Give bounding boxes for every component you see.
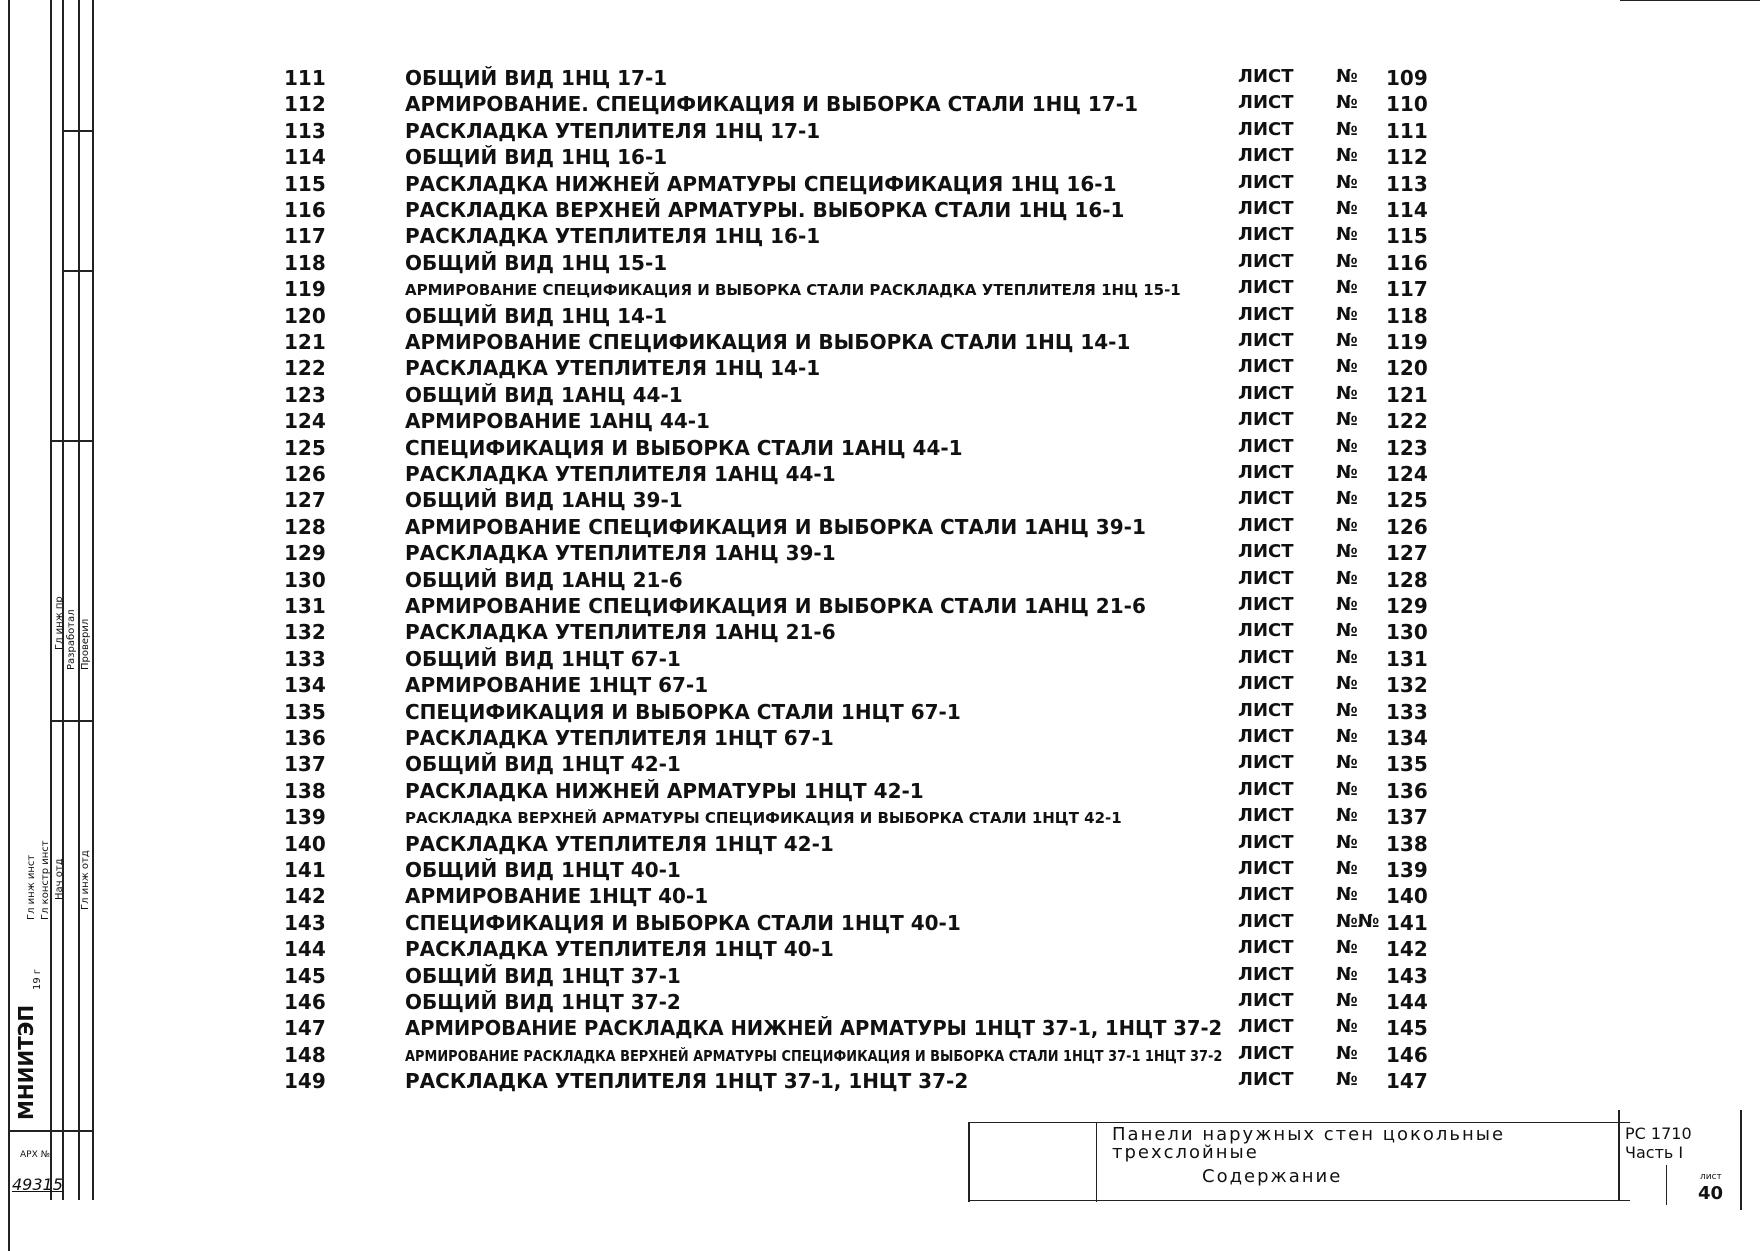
sheet-word: ЛИСТ [1238, 277, 1294, 299]
sheet-word: ЛИСТ [1238, 990, 1294, 1011]
number-sign: № [1336, 171, 1358, 193]
sheet-number: 125 [1386, 488, 1428, 513]
number-sign: №№ [1336, 910, 1380, 932]
number-sign: № [1336, 1042, 1358, 1064]
number-sign: № [1336, 567, 1358, 589]
list-item [0, 752, 1500, 779]
item-number: 139 [284, 805, 326, 830]
list-item [0, 172, 1500, 199]
sheet-number: 118 [1386, 303, 1428, 328]
sheet-number: 110 [1386, 92, 1428, 117]
sheet-number: 141 [1386, 910, 1428, 935]
number-sign: № [1336, 224, 1358, 246]
sheet-word: ЛИСТ [1238, 198, 1294, 219]
sheet-number: 143 [1386, 963, 1428, 988]
item-title: АРМИРОВАНИЕ РАСКЛАДКА ВЕРХНЕЙ АРМАТУРЫ СПЕЦИФИКАЦИЯ И ВЫБОРКА СТАЛИ 1НЦТ 37-1 1НЦТ 37-2 [405, 1046, 1223, 1065]
stamp-label: Гл констр инст [40, 840, 51, 920]
list-item [0, 488, 1500, 515]
item-number: 118 [284, 250, 326, 275]
stamp-label: Проверил [80, 618, 91, 670]
item-title: РАСКЛАДКА НИЖНЕЙ АРМАТУРЫ 1НЦТ 42-1 [405, 778, 924, 803]
sheet-word: ЛИСТ [1238, 462, 1294, 483]
item-title: ОБЩИЙ ВИД 1НЦТ 37-1 [405, 963, 681, 988]
sheet-number: 132 [1386, 673, 1428, 698]
list-item [0, 277, 1500, 304]
stamp-label: Гл инж отд [80, 850, 91, 910]
item-number: 145 [284, 963, 326, 988]
item-number: 130 [284, 567, 326, 592]
sheet-number: 135 [1386, 752, 1428, 777]
item-number: 147 [284, 1016, 326, 1041]
item-title: РАСКЛАДКА УТЕПЛИТЕЛЯ 1НЦТ 42-1 [405, 831, 834, 856]
sheet-word: ЛИСТ [1238, 409, 1294, 431]
sheet-word: ЛИСТ [1238, 303, 1294, 325]
stamp-label: Нач отд [54, 858, 65, 900]
number-sign: № [1336, 726, 1358, 747]
item-number: 119 [284, 277, 326, 302]
sheet-word: ЛИСТ [1238, 1042, 1294, 1064]
sheet-word: ЛИСТ [1238, 620, 1294, 642]
sheet-number: 120 [1386, 356, 1428, 381]
sheet-number: 112 [1386, 145, 1428, 170]
number-sign: № [1336, 435, 1358, 457]
item-title: ОБЩИЙ ВИД 1НЦ 15-1 [405, 250, 668, 275]
sheet-number: 111 [1386, 118, 1428, 143]
sheet-word: ЛИСТ [1238, 1069, 1294, 1091]
item-number: 125 [284, 435, 326, 460]
item-number: 113 [284, 118, 326, 143]
list-item [0, 409, 1500, 436]
sheet-word: ЛИСТ [1238, 567, 1294, 589]
item-title: РАСКЛАДКА УТЕПЛИТЕЛЯ 1АНЦ 44-1 [405, 462, 836, 486]
item-number: 133 [284, 646, 326, 671]
list-item [0, 779, 1500, 806]
stamp-arch: АРХ № [20, 1150, 50, 1160]
item-number: 148 [284, 1042, 326, 1067]
sheet-word: ЛИСТ [1238, 805, 1294, 827]
sheet-number: 115 [1386, 224, 1428, 249]
item-title: РАСКЛАДКА УТЕПЛИТЕЛЯ 1НЦ 16-1 [405, 224, 821, 249]
item-title: РАСКЛАДКА НИЖНЕЙ АРМАТУРЫ СПЕЦИФИКАЦИЯ 1НЦ 16-1 [405, 171, 1117, 196]
number-sign: № [1336, 673, 1358, 695]
item-title: АРМИРОВАНИЕ СПЕЦИФИКАЦИЯ И ВЫБОРКА СТАЛИ РАСКЛАДКА УТЕПЛИТЕЛЯ 1НЦ 15-1 [405, 281, 1181, 300]
item-title: РАСКЛАДКА УТЕПЛИТЕЛЯ 1НЦ 14-1 [405, 356, 821, 381]
sheet-number: 136 [1386, 778, 1428, 803]
number-sign: № [1336, 620, 1358, 642]
list-item [0, 145, 1500, 172]
number-sign: № [1336, 541, 1358, 563]
list-item [0, 198, 1500, 225]
item-number: 111 [284, 66, 326, 90]
list-item [0, 383, 1500, 410]
item-number: 116 [284, 198, 326, 222]
sheet-word: ЛИСТ [1238, 752, 1294, 774]
sheet-word: ЛИСТ [1238, 541, 1294, 563]
stamp-arch-number: 49315 [12, 1175, 63, 1194]
number-sign: № [1336, 778, 1358, 800]
sheet-word: ЛИСТ [1238, 673, 1294, 695]
sheet-number: 128 [1386, 567, 1428, 592]
stamp-org: МНИИТЭП [14, 1004, 38, 1120]
stamp-year: 19 г [32, 968, 43, 990]
sheet-number: 127 [1386, 541, 1428, 566]
item-number: 126 [284, 462, 326, 486]
list-item [0, 462, 1500, 489]
number-sign: № [1336, 805, 1358, 827]
number-sign: № [1336, 963, 1358, 985]
list-item [0, 568, 1500, 595]
sheet-number: 131 [1386, 646, 1428, 671]
sheet-number: 114 [1386, 198, 1428, 222]
sheet-word: ЛИСТ [1238, 118, 1294, 140]
sheet-word: ЛИСТ [1238, 910, 1294, 932]
list-item [0, 964, 1500, 991]
sheet-word: ЛИСТ [1238, 356, 1294, 378]
item-title: ОБЩИЙ ВИД 1НЦ 17-1 [405, 66, 668, 90]
item-number: 123 [284, 382, 326, 407]
item-number: 146 [284, 990, 326, 1014]
sheet-word: ЛИСТ [1238, 145, 1294, 167]
sheet-number: 145 [1386, 1016, 1428, 1041]
item-number: 138 [284, 778, 326, 803]
sheet-word: ЛИСТ [1238, 435, 1294, 457]
title-line-1: Панели наружных стен цокольные [1112, 1124, 1506, 1145]
title-line-2: трехслойные [1112, 1142, 1259, 1163]
item-number: 136 [284, 726, 326, 750]
item-title: АРМИРОВАНИЕ 1НЦТ 67-1 [405, 673, 709, 698]
list-item [0, 1069, 1500, 1096]
number-sign: № [1336, 118, 1358, 140]
sheet-number: 119 [1386, 330, 1428, 354]
item-title: ОБЩИЙ ВИД 1АНЦ 21-6 [405, 567, 683, 592]
item-number: 131 [284, 594, 326, 618]
number-sign: № [1336, 514, 1358, 536]
item-title: ОБЩИЙ ВИД 1АНЦ 39-1 [405, 488, 683, 513]
number-sign: № [1336, 1069, 1358, 1091]
item-title: РАСКЛАДКА ВЕРХНЕЙ АРМАТУРЫ СПЕЦИФИКАЦИЯ И ВЫБОРКА СТАЛИ 1НЦТ 42-1 [405, 809, 1122, 828]
item-number: 135 [284, 699, 326, 724]
item-number: 134 [284, 673, 326, 698]
item-number: 142 [284, 884, 326, 909]
sheet-number: 139 [1386, 858, 1428, 882]
sheet-word: ЛИСТ [1238, 250, 1294, 272]
item-title: ОБЩИЙ ВИД 1НЦТ 37-2 [405, 990, 681, 1014]
list-item [0, 356, 1500, 383]
sheet-word: ЛИСТ [1238, 963, 1294, 985]
sheet-number: 140 [1386, 884, 1428, 909]
item-title: АРМИРОВАНИЕ СПЕЦИФИКАЦИЯ И ВЫБОРКА СТАЛИ 1АНЦ 39-1 [405, 514, 1146, 539]
list-item [0, 251, 1500, 278]
number-sign: № [1336, 937, 1358, 959]
item-number: 114 [284, 145, 326, 170]
item-title: АРМИРОВАНИЕ СПЕЦИФИКАЦИЯ И ВЫБОРКА СТАЛИ 1НЦ 14-1 [405, 330, 1131, 354]
list-item [0, 673, 1500, 700]
list-item [0, 858, 1500, 885]
number-sign: № [1336, 990, 1358, 1011]
item-number: 124 [284, 409, 326, 434]
sheet-number: 138 [1386, 831, 1428, 856]
sheet-word: ЛИСТ [1238, 646, 1294, 668]
number-sign: № [1336, 250, 1358, 272]
item-title: СПЕЦИФИКАЦИЯ И ВЫБОРКА СТАЛИ 1АНЦ 44-1 [405, 435, 963, 460]
list-item [0, 937, 1500, 964]
number-sign: № [1336, 594, 1358, 615]
item-number: 132 [284, 620, 326, 645]
item-title: РАСКЛАДКА УТЕПЛИТЕЛЯ 1НЦ 17-1 [405, 118, 821, 143]
list-item [0, 119, 1500, 146]
sheet-number: 116 [1386, 250, 1428, 275]
item-number: 117 [284, 224, 326, 249]
top-frame-line [1620, 0, 1760, 1]
series-part: Часть I [1625, 1143, 1684, 1162]
sheet-word: ЛИСТ [1238, 699, 1294, 721]
sheet-word: ЛИСТ [1238, 594, 1294, 615]
number-sign: № [1336, 145, 1358, 167]
sheet-number: 142 [1386, 937, 1428, 962]
number-sign: № [1336, 198, 1358, 219]
number-sign: № [1336, 752, 1358, 774]
item-title: РАСКЛАДКА УТЕПЛИТЕЛЯ 1АНЦ 39-1 [405, 541, 836, 566]
sheet-number: 109 [1386, 66, 1428, 90]
sheet-number: 146 [1386, 1042, 1428, 1067]
sheet-word: ЛИСТ [1238, 884, 1294, 906]
item-number: 141 [284, 858, 326, 882]
number-sign: № [1336, 66, 1358, 87]
list-item [0, 304, 1500, 331]
number-sign: № [1336, 488, 1358, 510]
list-item [0, 1016, 1500, 1043]
item-number: 120 [284, 303, 326, 328]
number-sign: № [1336, 1016, 1358, 1038]
sheet-word: ЛИСТ [1238, 937, 1294, 959]
item-number: 121 [284, 330, 326, 354]
list-item [0, 726, 1500, 753]
item-title: РАСКЛАДКА ВЕРХНЕЙ АРМАТУРЫ. ВЫБОРКА СТАЛИ 1НЦ 16-1 [405, 198, 1125, 222]
number-sign: № [1336, 277, 1358, 299]
sheet-word: ЛИСТ [1238, 224, 1294, 246]
item-title: ОБЩИЙ ВИД 1НЦТ 42-1 [405, 752, 681, 777]
sheet-number: 130 [1386, 620, 1428, 645]
list-item [0, 1043, 1500, 1070]
sheet-number: 113 [1386, 171, 1428, 196]
sheet-number: 137 [1386, 805, 1428, 830]
list-item [0, 541, 1500, 568]
sheet-word: ЛИСТ [1238, 66, 1294, 87]
item-title: СПЕЦИФИКАЦИЯ И ВЫБОРКА СТАЛИ 1НЦТ 67-1 [405, 699, 961, 724]
sheet-number: 133 [1386, 699, 1428, 724]
item-number: 140 [284, 831, 326, 856]
sheet-number: 122 [1386, 409, 1428, 434]
item-number: 115 [284, 171, 326, 196]
list-item [0, 436, 1500, 463]
sheet-number: 144 [1386, 990, 1428, 1014]
list-item [0, 990, 1500, 1017]
item-number: 112 [284, 92, 326, 117]
item-number: 144 [284, 937, 326, 962]
list-item [0, 66, 1500, 93]
list-item [0, 805, 1500, 832]
list-item [0, 224, 1500, 251]
number-sign: № [1336, 382, 1358, 404]
number-sign: № [1336, 858, 1358, 879]
item-number: 149 [284, 1069, 326, 1094]
stamp-label: Гл инж пр [54, 596, 65, 650]
title-subtitle: Содержание [1202, 1166, 1343, 1187]
list-item [0, 594, 1500, 621]
number-sign: № [1336, 92, 1358, 114]
sheet-number: 129 [1386, 594, 1428, 618]
list-item [0, 911, 1500, 938]
list-item [0, 620, 1500, 647]
item-title: АРМИРОВАНИЕ РАСКЛАДКА НИЖНЕЙ АРМАТУРЫ 1НЦТ 37-1, 1НЦТ 37-2 [405, 1016, 1223, 1041]
number-sign: № [1336, 646, 1358, 668]
sheet-word: ЛИСТ [1238, 858, 1294, 879]
item-number: 143 [284, 910, 326, 935]
item-title: АРМИРОВАНИЕ СПЕЦИФИКАЦИЯ И ВЫБОРКА СТАЛИ 1АНЦ 21-6 [405, 594, 1146, 618]
number-sign: № [1336, 831, 1358, 853]
list-item [0, 832, 1500, 859]
sheet-word: ЛИСТ [1238, 488, 1294, 510]
item-title: ОБЩИЙ ВИД 1НЦТ 67-1 [405, 646, 681, 671]
number-sign: № [1336, 356, 1358, 378]
sheet-word: ЛИСТ [1238, 778, 1294, 800]
list-item [0, 92, 1500, 119]
stamp-label: Разработал [66, 609, 77, 670]
item-title: ОБЩИЙ ВИД 1НЦ 14-1 [405, 303, 668, 328]
series-code: РС 1710 [1625, 1124, 1692, 1143]
list-item [0, 515, 1500, 542]
item-title: РАСКЛАДКА УТЕПЛИТЕЛЯ 1АНЦ 21-6 [405, 620, 836, 645]
item-title: ОБЩИЙ ВИД 1АНЦ 44-1 [405, 382, 683, 407]
stamp-label: Гл инж инст [26, 854, 37, 920]
item-title: АРМИРОВАНИЕ 1АНЦ 44-1 [405, 409, 710, 434]
sheet-word: ЛИСТ [1238, 514, 1294, 536]
number-sign: № [1336, 330, 1358, 351]
item-title: РАСКЛАДКА УТЕПЛИТЕЛЯ 1НЦТ 40-1 [405, 937, 834, 962]
number-sign: № [1336, 884, 1358, 906]
item-title: АРМИРОВАНИЕ. СПЕЦИФИКАЦИЯ И ВЫБОРКА СТАЛИ 1НЦ 17-1 [405, 92, 1138, 117]
list-item [0, 700, 1500, 727]
sheet-word: ЛИСТ [1238, 171, 1294, 193]
sheet-number: 124 [1386, 462, 1428, 486]
item-title: СПЕЦИФИКАЦИЯ И ВЫБОРКА СТАЛИ 1НЦТ 40-1 [405, 910, 961, 935]
item-number: 122 [284, 356, 326, 381]
sheet-word: ЛИСТ [1238, 726, 1294, 747]
sheet-number: 134 [1386, 726, 1428, 750]
item-title: ОБЩИЙ ВИД 1НЦ 16-1 [405, 145, 668, 170]
number-sign: № [1336, 462, 1358, 483]
number-sign: № [1336, 303, 1358, 325]
item-title: РАСКЛАДКА УТЕПЛИТЕЛЯ 1НЦТ 37-1, 1НЦТ 37-2 [405, 1069, 969, 1094]
list-item [0, 330, 1500, 357]
item-title: АРМИРОВАНИЕ 1НЦТ 40-1 [405, 884, 709, 909]
sheet-word: ЛИСТ [1238, 330, 1294, 351]
sheet-number: 117 [1386, 277, 1428, 302]
list-item [0, 884, 1500, 911]
sheet-number: 121 [1386, 382, 1428, 407]
sheet-number: 40 [1698, 1183, 1724, 1204]
sheet-number: 123 [1386, 435, 1428, 460]
item-number: 128 [284, 514, 326, 539]
item-number: 137 [284, 752, 326, 777]
sheet-number: 126 [1386, 514, 1428, 539]
item-title: ОБЩИЙ ВИД 1НЦТ 40-1 [405, 858, 681, 882]
sheet-word: ЛИСТ [1238, 382, 1294, 404]
sheet-word: ЛИСТ [1238, 831, 1294, 853]
list-item [0, 647, 1500, 674]
item-title: РАСКЛАДКА УТЕПЛИТЕЛЯ 1НЦТ 67-1 [405, 726, 834, 750]
sheet-word: ЛИСТ [1238, 92, 1294, 114]
sheet-label: лист [1700, 1172, 1722, 1182]
sheet-number: 147 [1386, 1069, 1428, 1094]
number-sign: № [1336, 409, 1358, 431]
item-number: 127 [284, 488, 326, 513]
item-number: 129 [284, 541, 326, 566]
number-sign: № [1336, 699, 1358, 721]
sheet-word: ЛИСТ [1238, 1016, 1294, 1038]
